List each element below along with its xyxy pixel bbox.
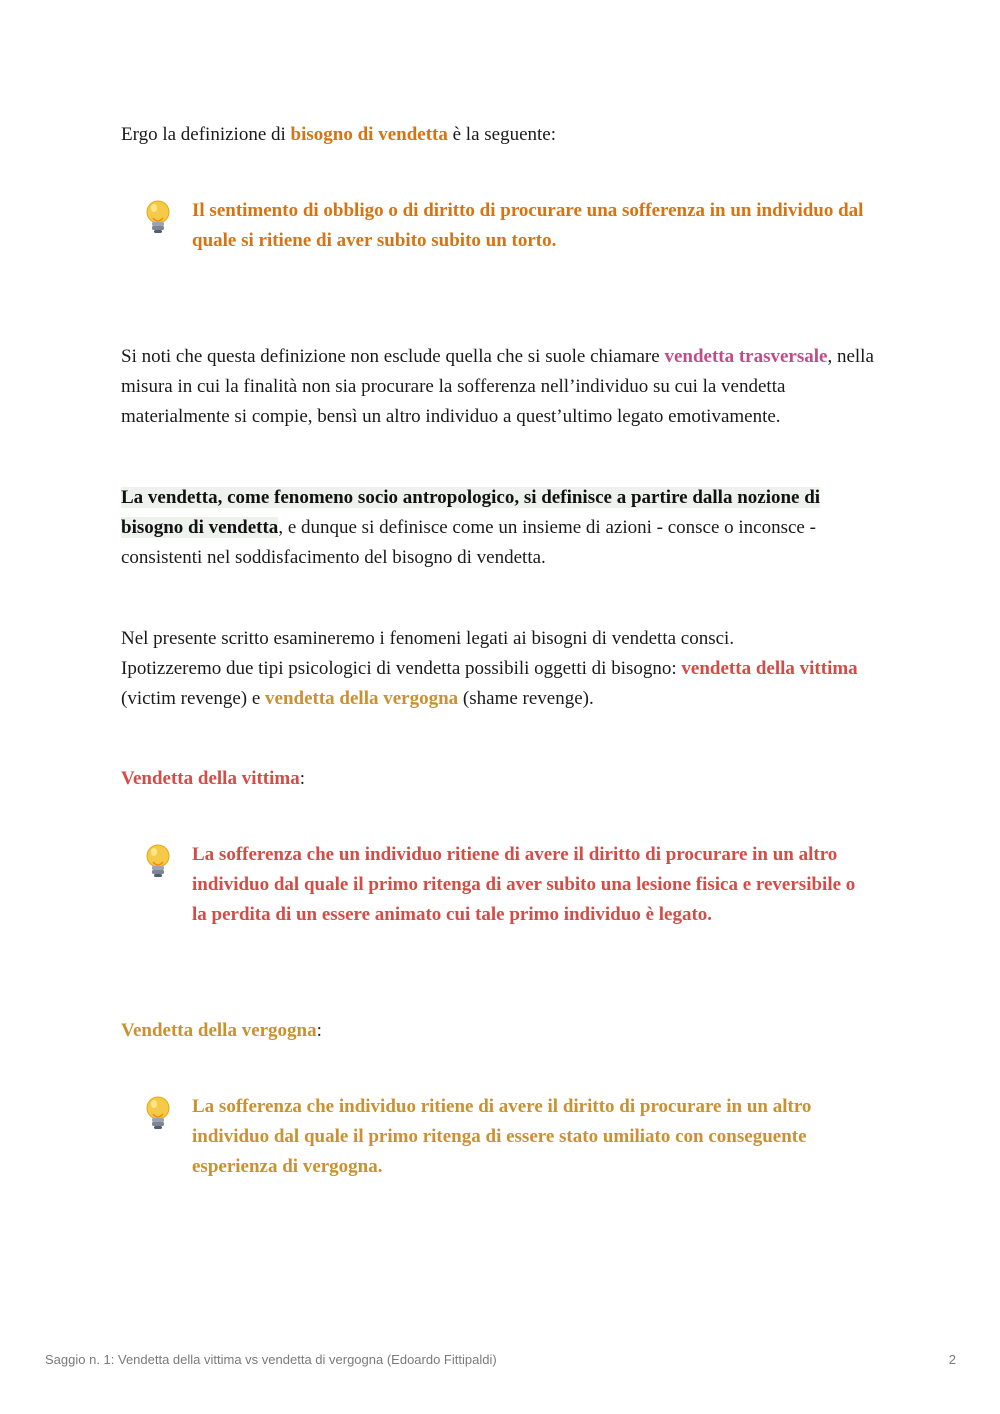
callout-vittima-text: La sofferenza che un individuo ritiene di avere il diritto di procurare in un altro individuo dal quale il primo ritenga di aver subito una lesione fisica e reversibile o la perdita di un essere animato cui tale primo individuo è legato. xyxy=(192,844,856,925)
callout-vergogna-text: La sofferenza che individuo ritiene di avere il diritto di procurare in un altro individuo dal quale il primo ritenga di essere stato umiliato con conseguente esperienza di vergogna. xyxy=(192,1096,812,1177)
lightbulb-icon xyxy=(140,198,176,238)
callout-definition-text: Il sentimento di obbligo o di diritto di procurare una sofferenza in un individuo dal quale si ritiene di aver subito subito un torto. xyxy=(192,200,864,251)
definition-intro: Ergo la definizione di bisogno di vendetta è la seguente: xyxy=(121,124,557,145)
lightbulb-icon xyxy=(140,842,176,882)
footer-title: Saggio n. 1: Vendetta della vittima vs vendetta di vergogna (Edoardo Fittipaldi) xyxy=(45,1352,497,1367)
lightbulb-icon xyxy=(140,1094,176,1134)
term-vendetta-della-vergogna: vendetta della vergogna xyxy=(265,688,459,709)
page-number: 2 xyxy=(948,1352,956,1367)
paragraph-tipi-psicologici: Nel presente scritto esamineremo i fenomeni legati ai bisogni di vendetta consci. Ipotizzeremo due tipi psicologici di vendetta possibili oggetti di bisogno: vendetta della vittima (victim revenge) e vendetta della vergogna (shame revenge). xyxy=(121,628,858,709)
term-vendetta-trasversale: vendetta trasversale xyxy=(664,346,828,367)
highlighted-definition: La vendetta, come fenomeno socio antropologico, si definisce a partire dalla nozione di bisogno di vendetta xyxy=(121,487,821,538)
term-bisogno-di-vendetta: bisogno di vendetta xyxy=(290,124,448,145)
paragraph-vendetta-trasversale: Si noti che questa definizione non esclude quella che si suole chiamare vendetta trasversale, nella misura in cui la finalità non sia procurare la sofferenza nell’individuo su cui la vendetta materialmente si compie, bensì un altro individuo a quest’ultimo legato emotivamente. xyxy=(121,346,874,427)
paragraph-fenomeno: La vendetta, come fenomeno socio antropologico, si definisce a partire dalla nozione di bisogno di vendetta, e dunque si definisce come un insieme di azioni - consce o inconsce - consistenti nel soddisfacimento del bisogno di vendetta. xyxy=(121,487,821,568)
term-vendetta-della-vittima: vendetta della vittima xyxy=(681,658,858,679)
heading-vendetta-vittima: Vendetta della vittima: xyxy=(121,768,306,789)
heading-vendetta-vergogna: Vendetta della vergogna: xyxy=(121,1020,322,1041)
